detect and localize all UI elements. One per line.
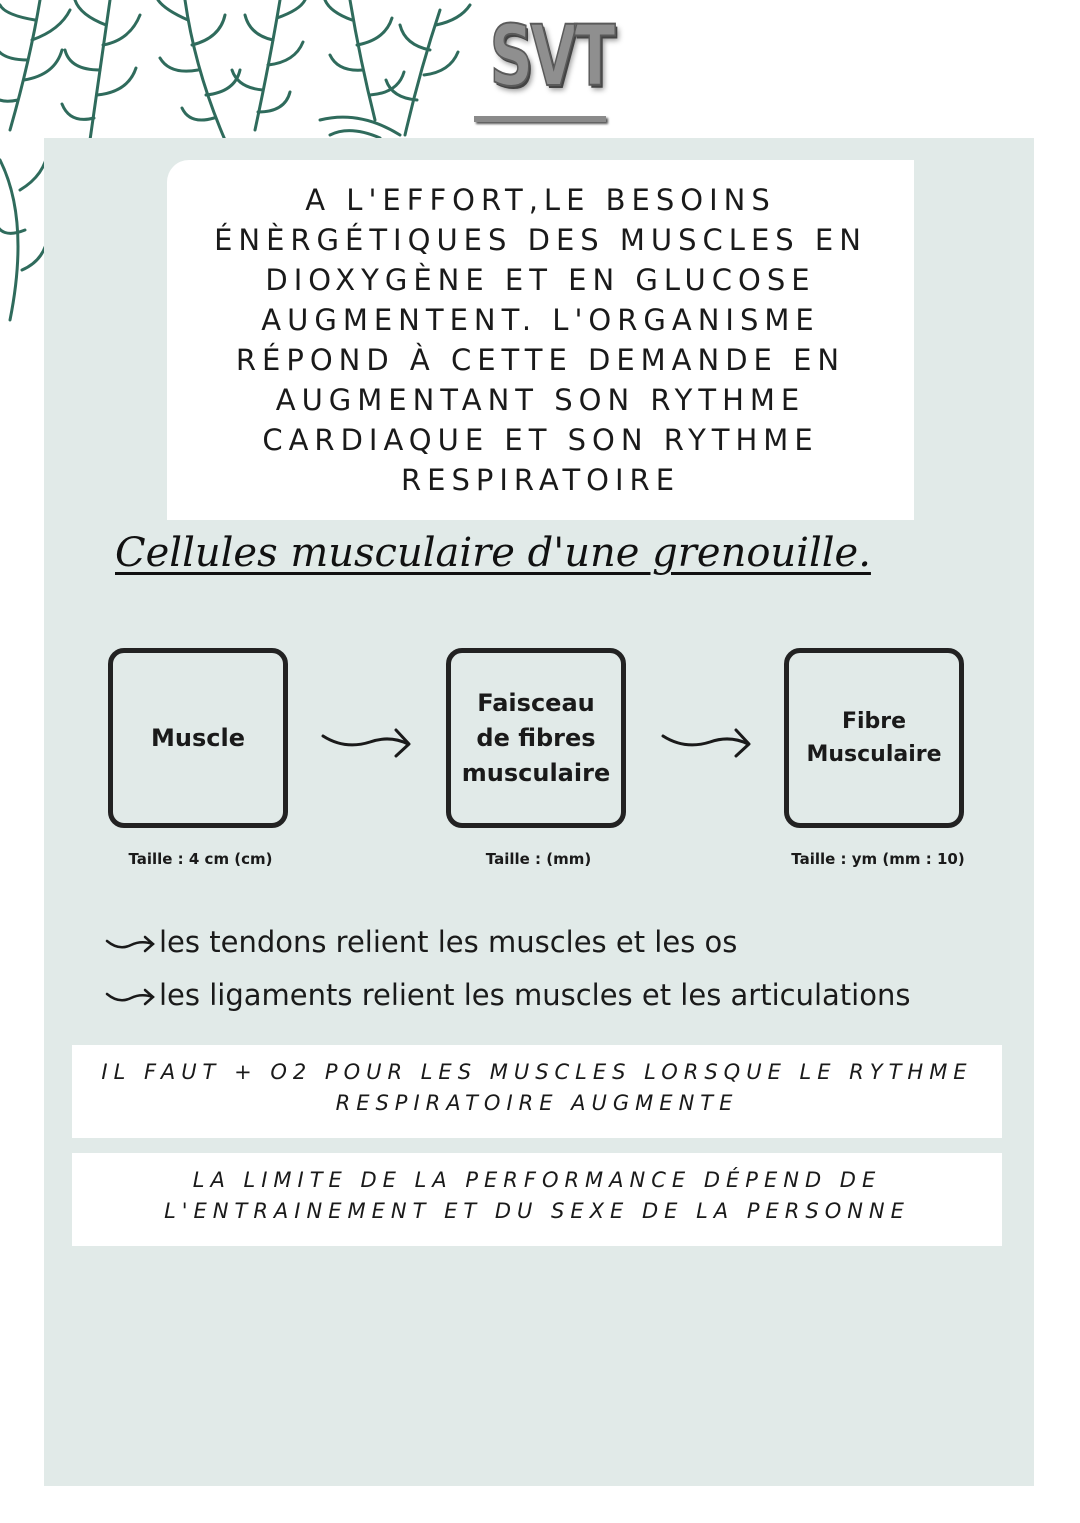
note-line: IL FAUT + O2 POUR LES MUSCLES LORSQUE LE RYTHME (101, 1060, 973, 1084)
fiber-bundle-size-label: Taille : (mm) (485, 850, 592, 868)
intro-line: ÉNÈRGÉTIQUES DES MUSCLES EN (214, 223, 867, 257)
intro-box (167, 160, 914, 520)
arrow-bullet-icon (105, 984, 157, 1010)
muscle-fiber-box (784, 648, 964, 828)
note-box (72, 1153, 1002, 1246)
intro-line: RESPIRATOIRE (400, 463, 681, 497)
intro-text (167, 180, 914, 500)
box-label: Faisceau (477, 688, 595, 717)
page-title: SVT (489, 7, 613, 105)
note-text (72, 1153, 1002, 1227)
bullet-item (105, 978, 910, 1012)
note-box (72, 1045, 1002, 1138)
intro-line: RÉPOND À CETTE DEMANDE EN (235, 343, 846, 377)
intro-line: CARDIAQUE ET SON RYTHME (262, 423, 819, 457)
box-label: Muscle (151, 724, 245, 752)
box-label: musculaire (461, 758, 611, 787)
bullet-item (105, 925, 737, 959)
section-heading: Cellules musculaire d'une grenouille. (115, 530, 871, 576)
box-label: Fibre (841, 709, 907, 734)
arrow-bullet-icon (105, 931, 157, 957)
box-label: Musculaire (806, 742, 942, 767)
note-text (72, 1045, 1002, 1119)
box-label: de fibres (476, 723, 596, 752)
intro-line: AUGMENTANT SON RYTHME (275, 383, 806, 417)
muscle-fiber-size-label: Taille : ym (mm : 10) (791, 850, 965, 868)
bullet-text: les ligaments relient les muscles et les articulations (159, 978, 911, 1012)
fiber-bundle-box (446, 648, 626, 828)
intro-line: AUGMENTENT. L'ORGANISME (261, 303, 820, 337)
intro-line: DIOXYGÈNE ET EN GLUCOSE (265, 263, 816, 297)
note-line: L'ENTRAINEMENT ET DU SEXE DE LA PERSONNE (164, 1199, 910, 1223)
intro-line: A L'EFFORT,LE BESOINS (305, 183, 776, 217)
arrow-right-icon (660, 722, 755, 762)
bullet-text: les tendons relient les muscles et les os (159, 925, 738, 959)
title-underline (474, 116, 606, 122)
muscle-size-label: Taille : 4 cm (cm) (128, 850, 273, 868)
note-line: LA LIMITE DE LA PERFORMANCE DÉPEND DE (192, 1168, 882, 1192)
note-line: RESPIRATOIRE AUGMENTE (335, 1091, 739, 1115)
muscle-box (108, 648, 288, 828)
arrow-right-icon (320, 722, 415, 762)
